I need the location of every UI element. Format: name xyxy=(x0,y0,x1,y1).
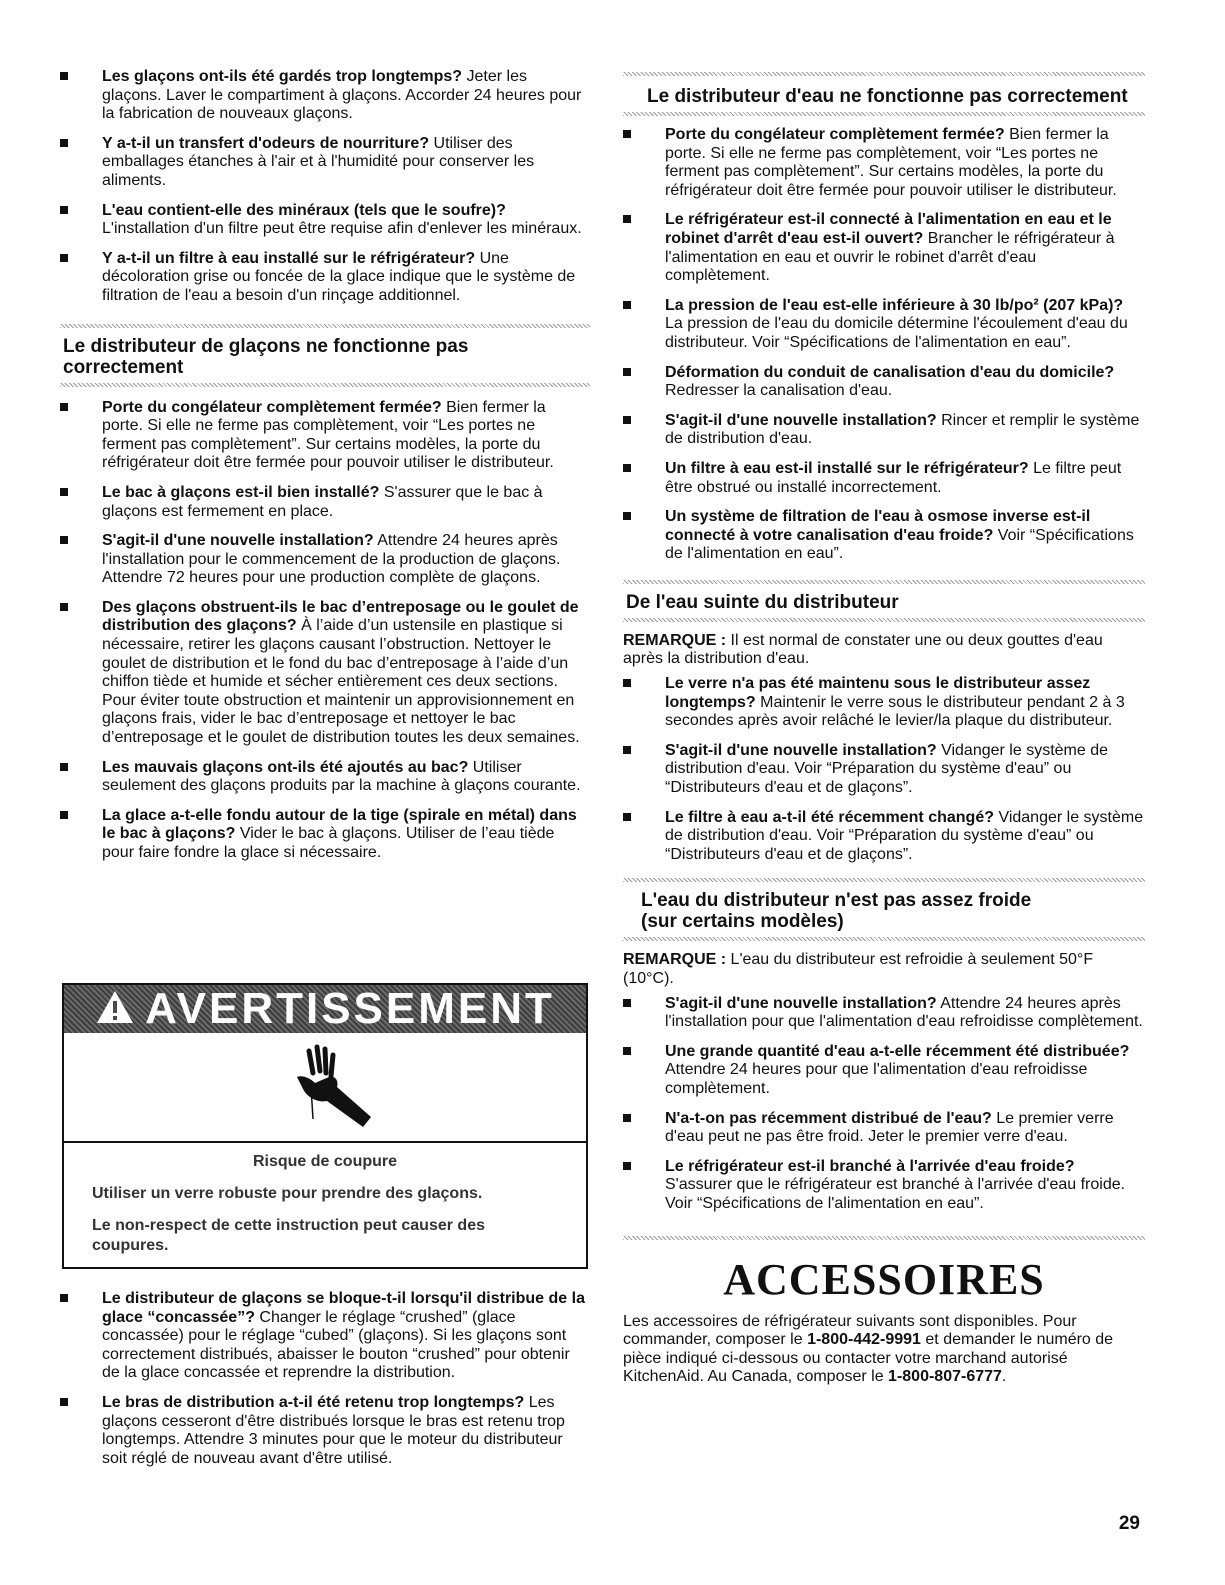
list-item: Le verre n'a pas été maintenu sous le distributeur assez longtemps? Maintenir le verre sous le distributeur pendant 2 à 3 secondes après avoir relâché le levier/la plaque du distributeur. xyxy=(623,675,1145,731)
bullet-icon xyxy=(60,536,68,544)
warning-header xyxy=(64,985,586,1033)
section-title: Le distributeur de glaçons ne fonctionne pas correctement xyxy=(63,335,469,378)
list-item: Une grande quantité d'eau a-t-elle récemment été distribuée? Attendre 24 heures pour que l'alimentation d'eau refroidisse complètement. xyxy=(623,1043,1145,1099)
accessories-text: Les accessoires de réfrigérateur suivants sont disponibles. Pour commander, composer le 1-800-442-9991 et demander le numéro de pièce indiqué ci-dessous ou contacter votre marchand autorisé KitchenAid. Au Canada, composer le 1-800-807-6777. xyxy=(623,1312,1114,1386)
list-item: Le réfrigérateur est-il connecté à l'alimentation en eau et le robinet d'arrêt d'eau est-il ouvert? Brancher le réfrigérateur à l'alimentation en eau et ouvrir le robinet d'arrêt d'eau complètement. xyxy=(623,211,1145,285)
list-item: Un système de filtration de l'eau à osmose inverse est-il connecté à votre canalisation d'eau froide? Voir “Spécifications de l'alimentation en eau”. xyxy=(623,508,1145,564)
bullet-icon xyxy=(60,254,68,262)
bullet-icon xyxy=(60,139,68,147)
bullet-icon xyxy=(623,813,631,821)
bullet-icon xyxy=(623,301,631,309)
list-item: L'eau contient-elle des minéraux (tels que le soufre)? L'installation d'un filtre peut être requise afin d'enlever les minéraux. xyxy=(60,202,590,239)
list-item: S'agit-il d'une nouvelle installation? Vidanger le système de distribution d'eau. Voir “Préparation du système d'eau” ou “Distributeurs d'eau et de glaçons”. xyxy=(623,742,1145,798)
bullet-icon xyxy=(623,1162,631,1170)
warning-line: Le non-respect de cette instruction peut causer des coupures. xyxy=(92,1217,485,1254)
warning-triangle-icon xyxy=(95,989,135,1030)
list-item: Un filtre à eau est-il installé sur le réfrigérateur? Le filtre peut être obstrué ou installé incorrectement. xyxy=(623,460,1145,497)
list-item: Porte du congélateur complètement fermée? Bien fermer la porte. Si elle ne ferme pas complètement, voir “Les portes ne ferment pas complètement”. Sur certains modèles, la porte du réfrigérateur doit être fermée pour pouvoir utiliser le distributeur. xyxy=(623,126,1145,200)
list-item: Déformation du conduit de canalisation d'eau du domicile? Redresser la canalisation d'eau. xyxy=(623,364,1145,401)
warning-box xyxy=(62,983,588,1269)
list-item: Le bac à glaçons est-il bien installé? S'assurer que le bac à glaçons est fermement en place. xyxy=(60,484,590,521)
bullet-icon xyxy=(623,130,631,138)
bullet-icon xyxy=(623,999,631,1007)
list-item: Le bras de distribution a-t-il été retenu trop longtemps? Les glaçons cesseront d'être distribués lorsque le bras est retenu trop longtemps. Attendre 3 minutes pour que le moteur du distributeur soit réglé de nouveau avant d'être utilisé. xyxy=(60,1394,590,1468)
bullet-icon xyxy=(60,811,68,819)
bullet-icon xyxy=(623,679,631,687)
list-item: Des glaçons obstruent-ils le bac d’entreposage ou le goulet de distribution des glaçons? À l’aide d’un ustensile en plastique si nécessaire, retirer les glaçons causant l’obstruction. Nettoyer le goulet de distribution et le fond du bac d’entreposage à l’aide d’un chiffon tiède et humide et sécher entièrement ces deux sections. Pour éviter toute obstruction et maintenir un approvisionnement en glaçons frais, vider le bac d’entreposage et nettoyer le bac d’entreposage et le goulet de distribution toutes les deux semaines. xyxy=(60,599,590,748)
bullet-icon xyxy=(623,464,631,472)
remark-text: REMARQUE : Il est normal de constater une ou deux gouttes d'eau après la distribution d'eau. xyxy=(623,631,1103,668)
bullet-icon xyxy=(623,1114,631,1122)
right-column xyxy=(623,0,1145,1387)
section-title: De l'eau suinte du distributeur xyxy=(626,591,899,613)
list-item: Y a-t-il un transfert d'odeurs de nourriture? Utiliser des emballages étanches à l'air et à l'humidité pour conserver les aliments. xyxy=(60,135,590,191)
cut-hazard-icon xyxy=(289,1043,379,1140)
list-item: Les glaçons ont-ils été gardés trop longtemps? Jeter les glaçons. Laver le compartiment à glaçons. Accorder 24 heures pour la fabrication de nouveaux glaçons. xyxy=(60,68,590,124)
bullet-icon xyxy=(60,403,68,411)
bullet-icon xyxy=(60,488,68,496)
bullet-icon xyxy=(623,512,631,520)
bullet-icon xyxy=(60,206,68,214)
bullet-icon xyxy=(623,1047,631,1055)
list-item: Les mauvais glaçons ont-ils été ajoutés au bac? Utiliser seulement des glaçons produits par la machine à glaçons courante. xyxy=(60,759,590,796)
list-item: S'agit-il d'une nouvelle installation? Rincer et remplir le système de distribution d'eau. xyxy=(623,412,1145,449)
warning-body xyxy=(64,1141,586,1267)
bullet-icon xyxy=(60,72,68,80)
list-item: Le distributeur de glaçons se bloque-t-il lorsqu'il distribue de la glace “concassée”? Changer le réglage “crushed” (glace concassée) pour le réglage “cubed” (glaçons). Si les glaçons sont correctement distribués, abaisser le bouton “crushed” pour obtenir de la glace concassée et reprendre la distribution. xyxy=(60,1290,590,1383)
page-number: 29 xyxy=(1118,1513,1140,1534)
list-item: Le filtre à eau a-t-il été récemment changé? Vidanger le système de distribution d'eau. Voir “Préparation du système d'eau” ou “Distributeurs d'eau et de glaçons”. xyxy=(623,809,1145,865)
bullet-icon xyxy=(623,215,631,223)
warning-title: AVERTISSEMENT xyxy=(145,984,555,1033)
list-item: Le réfrigérateur est-il branché à l'arrivée d'eau froide? S'assurer que le réfrigérateur est branché à l'arrivée d'eau froide. Voir “Spécifications de l'alimentation en eau”. xyxy=(623,1158,1145,1214)
warning-line: Utiliser un verre robuste pour prendre des glaçons. xyxy=(92,1185,483,1202)
list-item: La glace a-t-elle fondu autour de la tige (spirale en métal) dans le bac à glaçons? Vider le bac à glaçons. Utiliser de l’eau tiède pour faire fondre la glace si nécessaire. xyxy=(60,807,590,863)
bullet-icon xyxy=(60,1294,68,1302)
list-item: Porte du congélateur complètement fermée? Bien fermer la porte. Si elle ne ferme pas complètement, voir “Les portes ne ferment pas complètement”. Sur certains modèles, la porte du réfrigérateur doit être fermée pour pouvoir utiliser le distributeur. xyxy=(60,399,590,473)
warning-subtitle: Risque de coupure xyxy=(252,1153,398,1170)
left-column-bottom xyxy=(60,1290,590,1468)
bullet-icon xyxy=(623,416,631,424)
bullet-icon xyxy=(60,763,68,771)
list-item: Y a-t-il un filtre à eau installé sur le réfrigérateur? Une décoloration grise ou foncée de la glace indique que le système de filtration de l'eau a besoin d'un rinçage additionnel. xyxy=(60,250,590,306)
remark-text: REMARQUE : L'eau du distributeur est refroidie à seulement 50°F (10°C). xyxy=(623,951,1094,987)
section-title: L'eau du distributeur n'est pas assez froide (sur certains modèles) xyxy=(641,890,1032,933)
list-item: S'agit-il d'une nouvelle installation? Attendre 24 heures après l'installation pour le commencement de la production de glaçons. Attendre 72 heures pour une production complète de glaçons. xyxy=(60,532,590,588)
bullet-icon xyxy=(60,603,68,611)
list-item: N'a-t-on pas récemment distribué de l'eau? Le premier verre d'eau peut ne pas être froid. Jeter le premier verre d'eau. xyxy=(623,1110,1145,1147)
section-title: Le distributeur d'eau ne fonctionne pas correctement xyxy=(647,86,1128,107)
accessories-title: ACCESSOIRES xyxy=(723,1254,1045,1304)
left-column xyxy=(60,0,590,863)
bullet-icon xyxy=(623,368,631,376)
bullet-icon xyxy=(60,1398,68,1406)
list-item: La pression de l'eau est-elle inférieure à 30 lb/po² (207 kPa)? La pression de l'eau du domicile détermine l'écoulement d'eau du distributeur. Voir “Spécifications de l'alimentation en eau”. xyxy=(623,297,1145,353)
bullet-icon xyxy=(623,746,631,754)
list-item: S'agit-il d'une nouvelle installation? Attendre 24 heures après l'installation pour que l'alimentation d'eau refroidisse complètement. xyxy=(623,995,1145,1032)
